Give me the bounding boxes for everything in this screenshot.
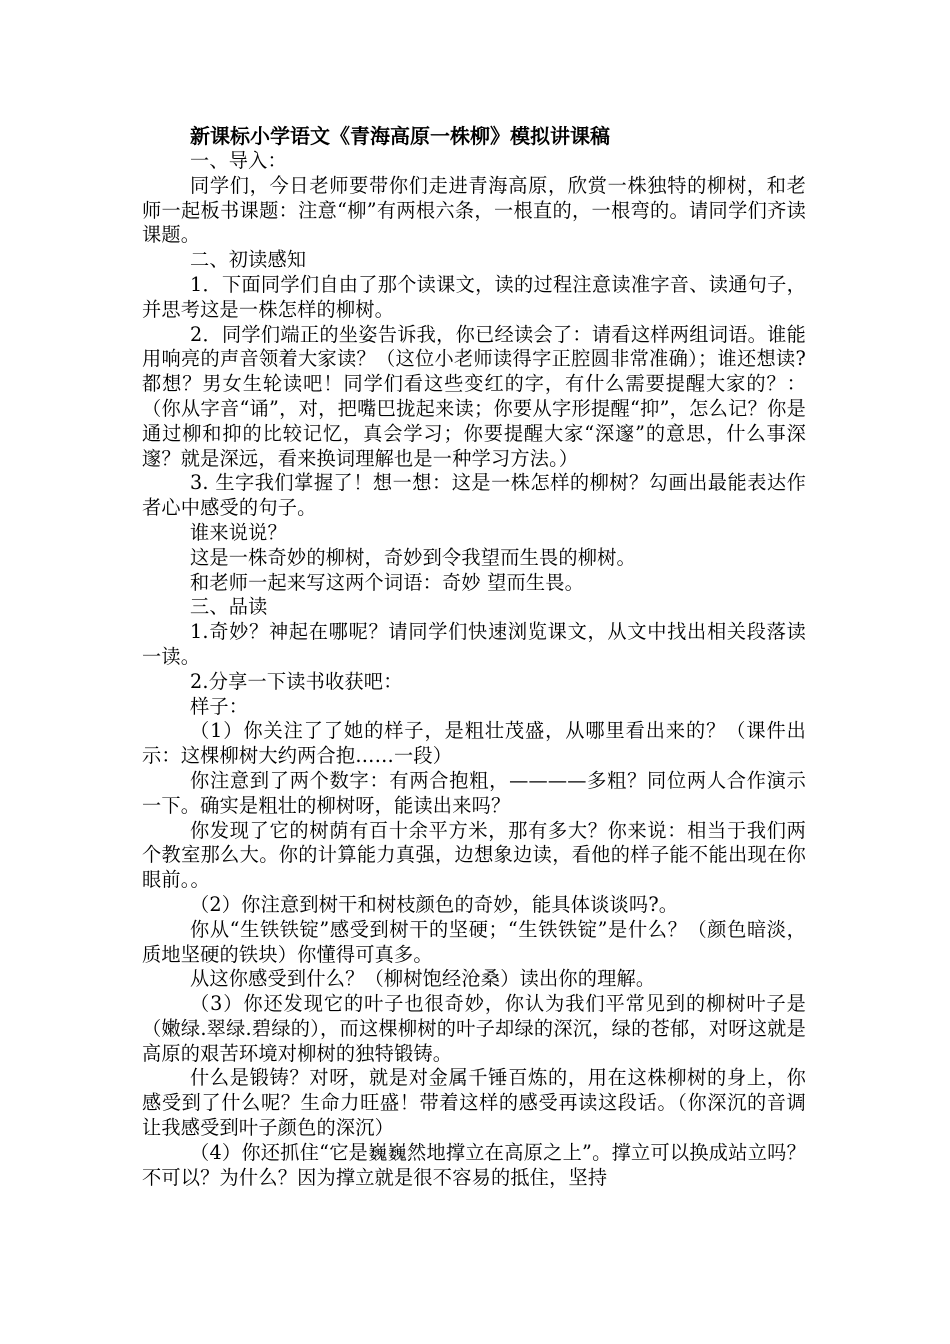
paragraph: 你注意到了两个数字：有两合抱粗，————多粗？同位两人合作演示一下。确实是粗壮的柳树呀，能读出来吗？ bbox=[142, 768, 806, 817]
paragraph: 1.奇妙？神起在哪呢？请同学们快速浏览课文，从文中找出相关段落读一读。 bbox=[142, 620, 806, 668]
paragraph: （1）你关注了了她的样子，是粗壮茂盛，从哪里看出来的？（课件出示：这棵柳树大约两合抱……一段） bbox=[142, 719, 806, 768]
document-title: 新课标小学语文《青海高原一株柳》模拟讲课稿 bbox=[190, 124, 610, 148]
paragraph: 2.分享一下读书收获吧： bbox=[190, 669, 403, 693]
paragraph: 1．下面同学们自由了那个读课文，读的过程注意读准字音、读通句子，并思考这是一株怎样的柳树。 bbox=[142, 272, 806, 321]
paragraph: 样子： bbox=[190, 694, 249, 718]
paragraph: 2．同学们端正的坐姿告诉我，你已经读会了：请看这样两组词语。谁能用响亮的声音领着大家读？（这位小老师读得字正腔圆非常准确）；谁还想读?都想？男女生轮读吧！同学们看这些变红的字，有什么需要提醒大家的？：（你从字音“诵”，对，把嘴巴拢起来读；你要从字形提醒“抑”，怎么记？你是通过柳和抑的比较记忆，真会学习；你要提醒大家“深邃”的意思，什么事深邃？就是深远，看来换词理解也是一种学习方法。） bbox=[142, 322, 806, 470]
paragraph: 这是一株奇妙的柳树，奇妙到令我望而生畏的柳树。 bbox=[190, 545, 636, 569]
section-heading-first-reading: 二、初读感知 bbox=[190, 248, 307, 272]
paragraph: （2）你注意到树干和树枝颜色的奇妙，能具体谈谈吗?。 bbox=[190, 892, 679, 916]
paragraph: 和老师一起来写这两个词语：奇妙 望而生畏。 bbox=[190, 570, 585, 594]
section-heading-intro: 一、导入： bbox=[190, 149, 287, 172]
paragraph: 3. 生字我们掌握了！想一想：这是一株怎样的柳树？勾画出最能表达作者心中感受的句子。 bbox=[142, 471, 806, 520]
paragraph: 什么是锻铸？对呀，就是对金属千锤百炼的，用在这株柳树的身上，你感受到了什么呢？生命力旺盛！带着这样的感受再读这段话。（你深沉的音调让我感受到叶子颜色的深沉） bbox=[142, 1066, 806, 1140]
paragraph: 同学们，今日老师要带你们走进青海高原，欣赏一株独特的柳树，和老师一起板书课题：注意“柳”有两根六条，一根直的，一根弯的。请同学们齐读课题。 bbox=[142, 173, 806, 247]
paragraph: 你从“生铁铁锭”感受到树干的坚硬；“生铁铁锭”是什么？（颜色暗淡，质地坚硬的铁块）你懂得可真多。 bbox=[142, 917, 806, 966]
paragraph: 谁来说说？ bbox=[190, 520, 287, 544]
paragraph: （4）你还抓住“它是巍巍然地撑立在高原之上”。撑立可以换成站立吗？不可以？为什么？因为撑立就是很不容易的抵住，坚持 bbox=[142, 1140, 806, 1189]
paragraph: （3）你还发现它的叶子也很奇妙，你认为我们平常见到的柳树叶子是（嫩绿.翠绿.碧绿的），而这棵柳树的叶子却绿的深沉，绿的苍郁，对呀这就是高原的艰苦环境对柳树的独特锻铸。 bbox=[142, 992, 806, 1065]
paragraph: 从这你感受到什么？（柳树饱经沧桑）读出你的理解。 bbox=[190, 967, 656, 991]
section-heading-close-reading: 三、品读 bbox=[190, 595, 268, 619]
document-page bbox=[142, 124, 806, 1190]
paragraph: 你发现了它的树荫有百十余平方米，那有多大？你来说：相当于我们两个教室那么大。你的计算能力真强，边想象边读，看他的样子能不能出现在你眼前。。 bbox=[142, 818, 806, 892]
